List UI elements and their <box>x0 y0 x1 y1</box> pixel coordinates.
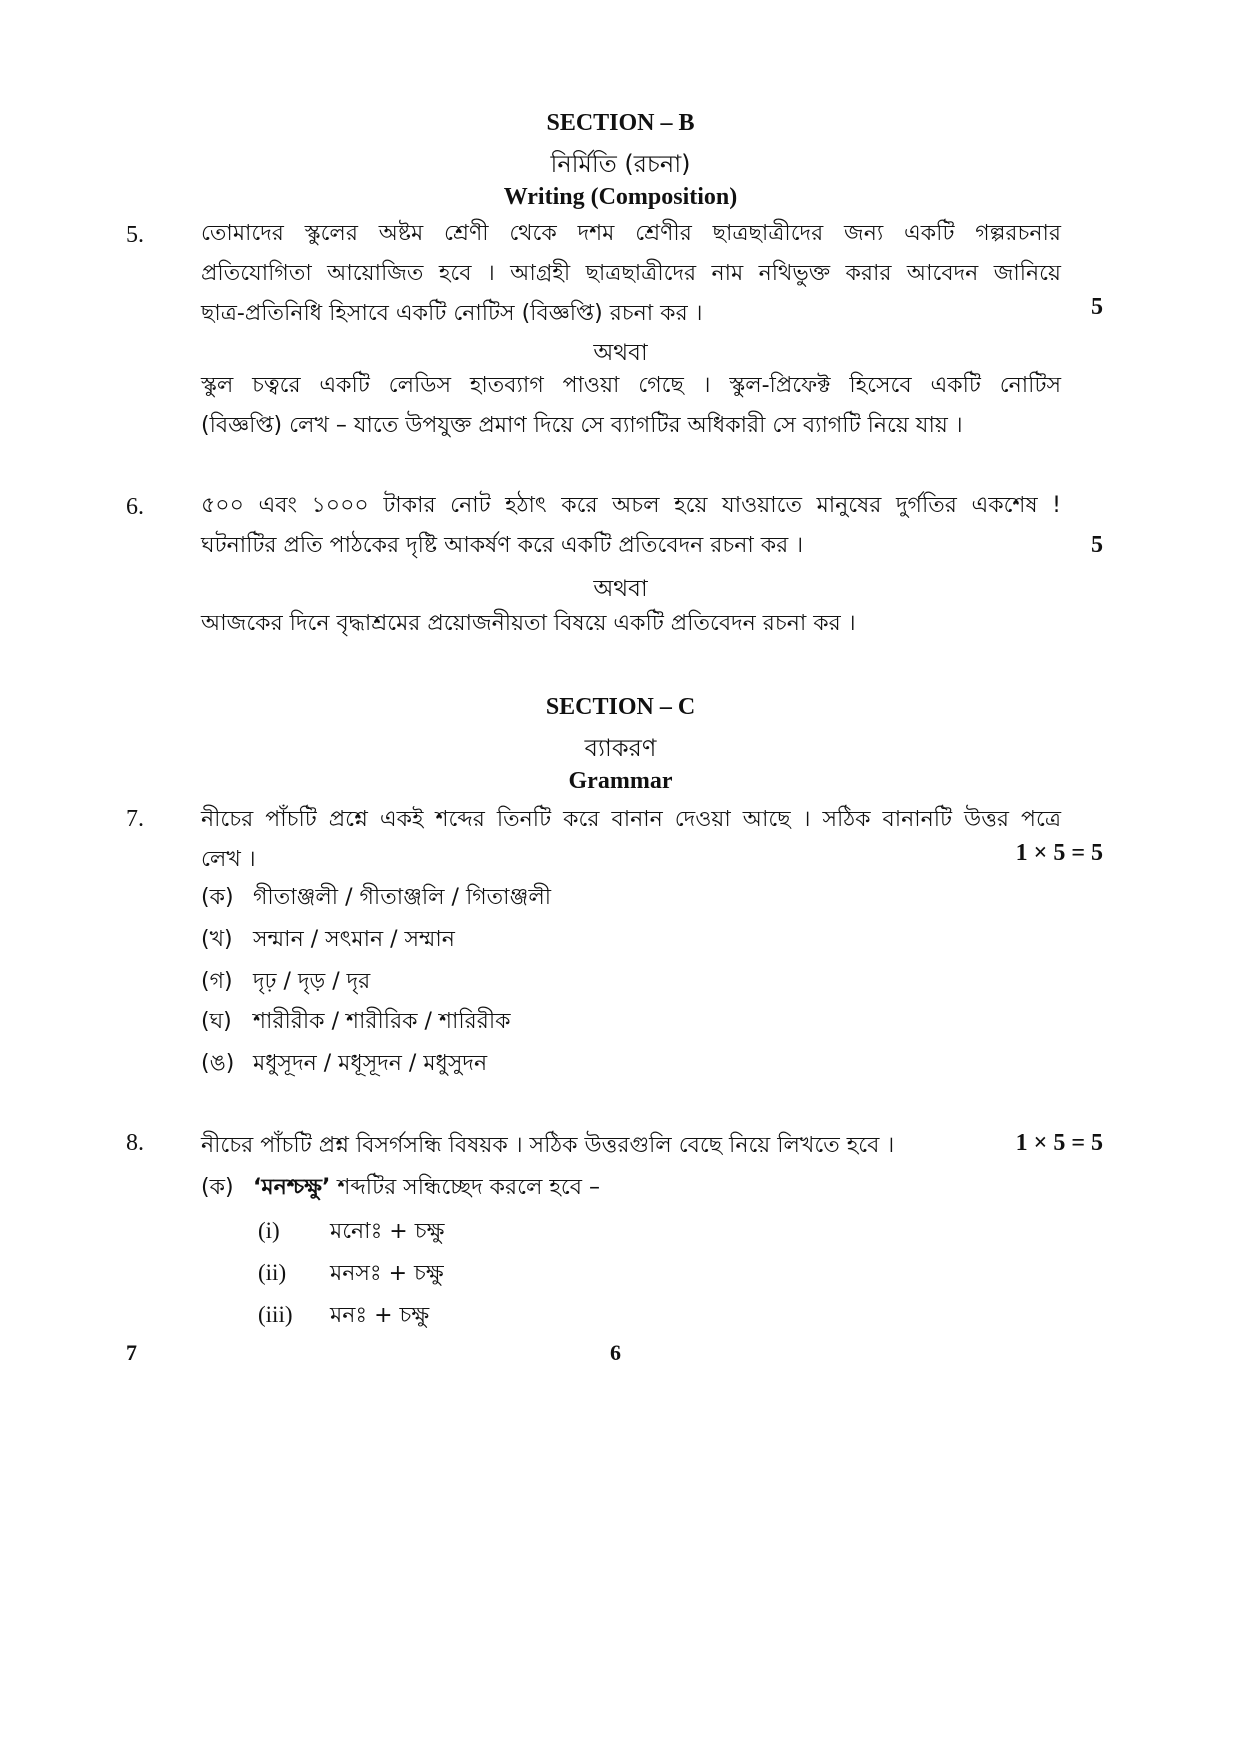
footer-page-number: 6 <box>610 1340 621 1365</box>
question-5-alt-text <box>201 366 1061 446</box>
question-5-alt-line-1: স্কুল চত্বরে একটি লেডিস হাতব্যাগ পাওয়া গেছে । স্কুল-প্রিফেক্ট হিসেবে একটি নোটিস <box>201 373 1061 398</box>
choice-number: (ii) <box>258 1260 287 1285</box>
question-5-alt-line-2: (বিজ্ঞপ্তি) লেখ – যাতে উপযুক্ত প্রমাণ দিয়ে সে ব্যাগটির অধিকারী সে ব্যাগটি নিয়ে যায় । <box>201 413 963 438</box>
question-7-option-ka <box>201 880 551 917</box>
question-7-marks: 1 × 5 = 5 <box>1015 840 1103 866</box>
option-label: (ঘ) <box>201 1009 232 1034</box>
choice-number: (iii) <box>258 1302 293 1327</box>
option-text: দৃঢ় / দৃড় / দৃর <box>253 969 371 994</box>
question-7-line-1: নীচের পাঁচটি প্রশ্নে একই শব্দের তিনটি করে বানান দেওয়া আছে । সঠিক বানানটি উত্তর পত্রে <box>201 807 1061 832</box>
question-5-marks: 5 <box>1091 294 1103 320</box>
question-7-number: 7. <box>126 806 144 832</box>
question-8-choice-iii <box>258 1298 429 1335</box>
question-7-line-2: লেখ । <box>201 847 256 872</box>
option-label: (খ) <box>201 927 233 952</box>
question-5-line-2: প্রতিযোগিতা আয়োজিত হবে । আগ্রহী ছাত্রছাত্রীদের নাম নথিভুক্ত করার আবেদন জানিয়ে <box>201 261 1061 286</box>
question-6-alt-line-1: আজকের দিনে বৃদ্ধাশ্রমের প্রয়োজনীয়তা বিষয়ে একটি প্রতিবেদন রচনা কর । <box>201 611 856 636</box>
question-6-marks: 5 <box>1091 532 1103 558</box>
section-b-title: SECTION – B <box>546 110 695 136</box>
question-5-or: অথবা <box>593 340 648 366</box>
choice-text: মনসঃ + চক্ষু <box>330 1261 444 1286</box>
question-5-line-1: তোমাদের স্কুলের অষ্টম শ্রেণী থেকে দশম শ্রেণীর ছাত্রছাত্রীদের জন্য একটি গল্পরচনার <box>201 221 1061 246</box>
question-6-line-1: ৫০০ এবং ১০০০ টাকার নোট হঠাৎ করে অচল হয়ে যাওয়াতে মানুষের দুর্গতির একশেষ ! <box>201 493 1061 518</box>
question-7-text <box>201 800 1061 880</box>
option-label: (গ) <box>201 969 233 994</box>
question-6-number: 6. <box>126 494 144 520</box>
choice-number: (i) <box>258 1218 280 1243</box>
question-8-choice-i <box>258 1214 444 1251</box>
question-8-choice-ii <box>258 1256 444 1293</box>
part-text: শব্দটির সন্ধিচ্ছেদ করলে হবে – <box>337 1175 601 1200</box>
question-5-number: 5. <box>126 222 144 248</box>
section-b-english-subtitle: Writing (Composition) <box>503 184 738 210</box>
part-word: ‘মনশ্চক্ষু’ <box>253 1175 331 1200</box>
footer-code: 7 <box>126 1340 137 1365</box>
question-8-marks: 1 × 5 = 5 <box>1015 1130 1103 1156</box>
section-c-title: SECTION – C <box>545 694 696 720</box>
section-c-english-subtitle: Grammar <box>568 768 673 794</box>
option-label: (ঙ) <box>201 1051 235 1076</box>
question-6-line-2: ঘটনাটির প্রতি পাঠকের দৃষ্টি আকর্ষণ করে একটি প্রতিবেদন রচনা কর । <box>201 533 804 558</box>
question-7-option-uma <box>201 1046 487 1083</box>
option-text: শারীরীক / শারীরিক / শারিরীক <box>253 1009 511 1034</box>
question-8-number: 8. <box>126 1130 144 1156</box>
question-6-or: অথবা <box>593 576 648 602</box>
option-text: মধুসূদন / মধূসূদন / মধুসুদন <box>253 1051 488 1076</box>
question-8-text: নীচের পাঁচটি প্রশ্ন বিসর্গসন্ধি বিষয়ক । সঠিক উত্তরগুলি বেছে নিয়ে লিখতে হবে । <box>201 1133 895 1158</box>
option-text: সন্মান / সৎমান / সম্মান <box>253 927 455 952</box>
choice-text: মনোঃ + চক্ষু <box>330 1219 445 1244</box>
option-text: গীতাঞ্জলী / গীতাঞ্জলি / গিতাঞ্জলী <box>253 885 552 910</box>
question-6-alt-text <box>201 604 1061 644</box>
question-7-option-kha <box>201 922 455 959</box>
section-b-bengali-title: নির্মিতি (রচনা) <box>550 150 691 178</box>
option-label: (ক) <box>201 885 234 910</box>
question-7-option-gha <box>201 1004 511 1041</box>
question-6-text <box>201 486 1061 566</box>
section-c-bengali-title: ব্যাকরণ <box>584 734 657 762</box>
question-7-option-ga <box>201 964 370 1001</box>
question-5-line-3: ছাত্র-প্রতিনিধি হিসাবে একটি নোটিস (বিজ্ঞপ্তি) রচনা কর । <box>201 301 703 326</box>
question-5-text <box>201 214 1061 334</box>
part-label: (ক) <box>201 1175 234 1200</box>
choice-text: মনঃ + চক্ষু <box>330 1303 430 1328</box>
question-8-part-ka <box>201 1170 600 1207</box>
